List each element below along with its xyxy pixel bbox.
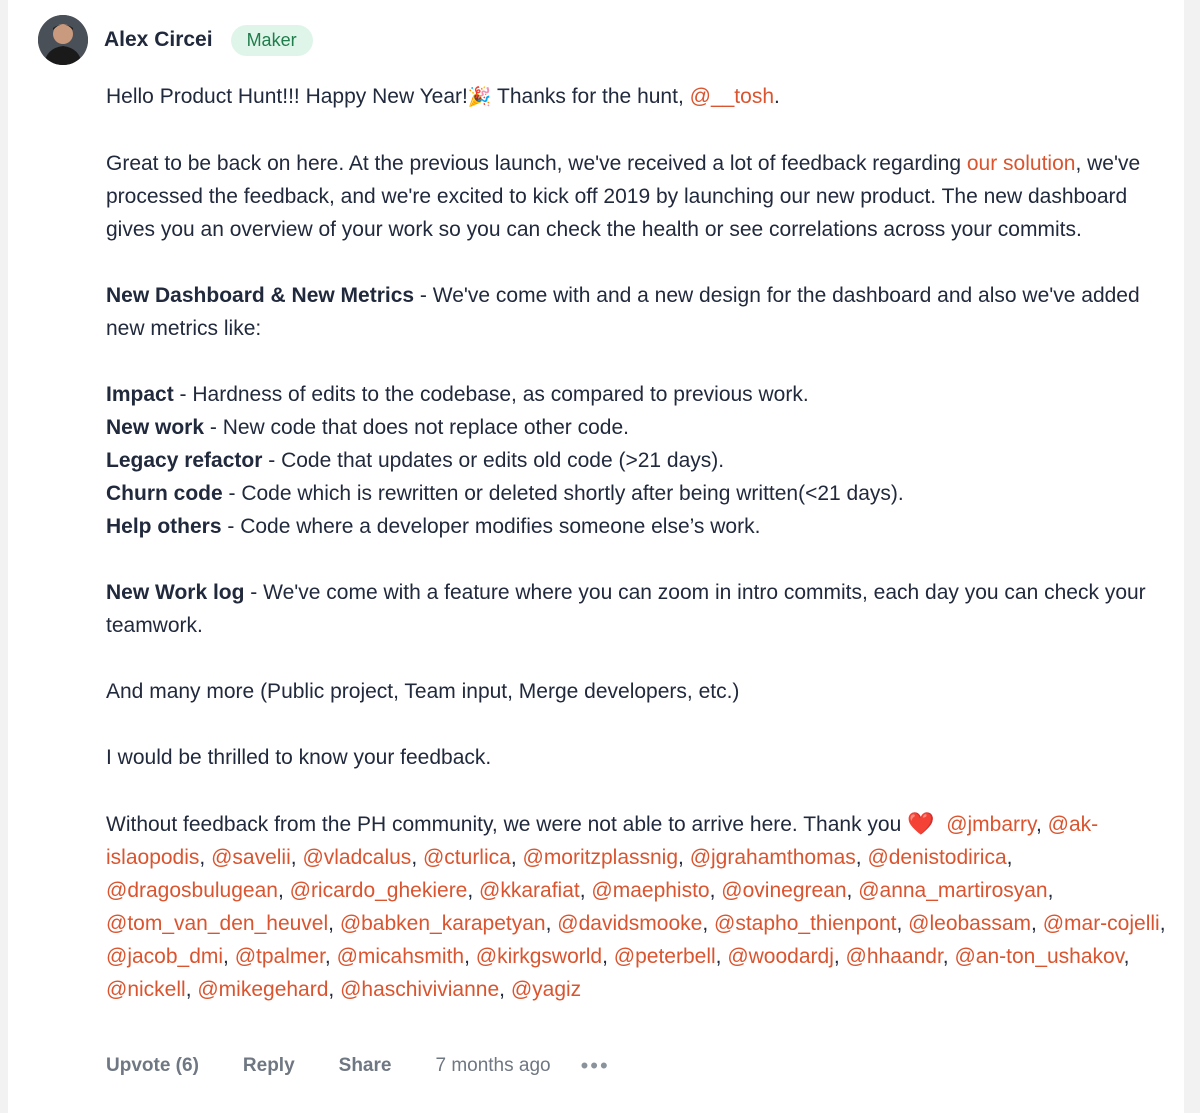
mention-separator: , (223, 945, 235, 968)
party-icon: 🎉 (467, 87, 492, 108)
mention-separator: , (678, 846, 690, 869)
mention-link[interactable]: @cturlica (422, 846, 511, 869)
dashboard-text: - We've come with and a new design for the dashboard and also we've added new metrics like: (106, 284, 1140, 340)
metric-name: Help others (106, 515, 222, 538)
mention-link[interactable]: @jmbarry (946, 813, 1036, 836)
worklog-paragraph (106, 576, 1166, 642)
worklog-heading: New Work log (106, 581, 245, 604)
upvote-button[interactable]: Upvote (6) (106, 1055, 199, 1076)
worklog-text: - We've come with a feature where you can zoom in intro commits, each day you can check your teamwork. (106, 581, 1146, 637)
mention-link[interactable]: @yagiz (510, 978, 582, 1001)
mention-link[interactable]: @anna_martirosyan (858, 879, 1048, 902)
mention-link[interactable]: @haschivivianne (340, 978, 500, 1001)
mention-link[interactable]: @babken_karapetyan (339, 912, 546, 935)
mention-link[interactable]: @leobassam (908, 912, 1032, 935)
mention-separator: , (185, 978, 198, 1001)
mention-separator: , (702, 912, 715, 935)
metric-desc: - Code where a developer modifies someone else’s work. (221, 515, 761, 538)
metric-name: Churn code (106, 482, 223, 505)
metric-name: New work (106, 416, 205, 439)
mention-separator: , (896, 912, 909, 935)
comment-body (106, 80, 1166, 1006)
mention-link[interactable]: @mar-cojelli (1042, 912, 1160, 935)
mention-link[interactable]: @dragosbulugean (106, 879, 278, 902)
metric-desc: - New code that does not replace other code. (204, 416, 629, 439)
mention-link[interactable]: @nickell (106, 978, 186, 1001)
metric-item (106, 378, 1166, 411)
mention-link[interactable]: @kirkgsworld (475, 945, 603, 968)
mention-separator: , (277, 879, 290, 902)
heart-icon: ❤️ (907, 811, 935, 836)
mention-link[interactable]: @jacob_dmi (106, 945, 224, 968)
mention-link[interactable]: @kkarafiat (479, 879, 580, 902)
metric-name: Impact (106, 383, 174, 406)
mention-separator: , (464, 945, 476, 968)
mention-separator: , (833, 945, 846, 968)
mention-separator: , (1035, 813, 1048, 836)
mention-separator: , (510, 846, 523, 869)
dashboard-heading: New Dashboard & New Metrics (106, 284, 415, 307)
comment-card (8, 0, 1184, 1113)
metrics-list (106, 378, 1166, 543)
mention-link[interactable]: @savelii (211, 846, 291, 869)
mention-link[interactable]: @peterbell (613, 945, 716, 968)
metric-desc: - Hardness of edits to the codebase, as compared to previous work. (173, 383, 809, 406)
mention-link[interactable]: @micahsmith (336, 945, 465, 968)
metric-item (106, 510, 1166, 543)
launch-paragraph (106, 147, 1166, 246)
mention-link[interactable]: @woodardj (727, 945, 834, 968)
mention-separator: , (846, 879, 859, 902)
launch-text: Great to be back on here. At the previous launch, we've received a lot of feedback regarding (106, 152, 967, 175)
share-button[interactable]: Share (338, 1055, 392, 1076)
launch-text-end: , we've processed the feedback, and we're excited to kick off 2019 by launching our new product. The new dashboard gives you an overview of your work so you can check the health or see correlations across your commits. (106, 152, 1141, 241)
intro-paragraph (106, 80, 1166, 114)
metric-desc: - Code which is rewritten or deleted shortly after being written(<21 days). (222, 482, 904, 505)
metric-item (106, 411, 1166, 444)
mention-separator: , (467, 879, 480, 902)
mention-link[interactable]: @vladcalus (302, 846, 412, 869)
feedback-paragraph: I would be thrilled to know your feedback. (106, 746, 492, 769)
mention-link[interactable]: @stapho_thienpont (714, 912, 897, 935)
mention-link[interactable]: @hhaandr (845, 945, 943, 968)
mention-separator: , (942, 945, 955, 968)
mention-link[interactable]: @denistodirica (867, 846, 1007, 869)
comment-actions (106, 1050, 610, 1082)
mention-separator: , (1159, 912, 1166, 935)
mention-separator: , (1123, 945, 1130, 968)
thanks-text: Without feedback from the PH community, we were not able to arrive here. Thank you (106, 813, 902, 836)
intro-thanks-text: Thanks for the hunt, (491, 85, 690, 108)
mention-separator: , (499, 978, 511, 1001)
more-paragraph: And many more (Public project, Team input, Merge developers, etc.) (106, 680, 740, 703)
mention-link[interactable]: @maephisto (591, 879, 710, 902)
mention-separator: , (579, 879, 592, 902)
author-name[interactable]: Alex Circei (104, 28, 213, 51)
metric-desc: - Code that updates or edits old code (>21 days). (262, 449, 725, 472)
mention-separator: , (411, 846, 423, 869)
mention-link[interactable]: @mikegehard (197, 978, 329, 1001)
our-solution-link[interactable]: our solution (966, 152, 1076, 175)
avatar[interactable] (38, 15, 88, 65)
mention-link[interactable]: @jgrahamthomas (689, 846, 856, 869)
dashboard-paragraph (106, 279, 1166, 345)
mention-separator: , (715, 945, 728, 968)
maker-badge: Maker (231, 25, 313, 56)
mention-link[interactable]: @ak-islaopodis (106, 813, 1099, 869)
mention-link[interactable]: @tpalmer (234, 945, 325, 968)
thanks-paragraph (106, 807, 1166, 1006)
metric-name: Legacy refactor (106, 449, 263, 472)
mention-link[interactable]: @an-ton_ushakov (954, 945, 1124, 968)
mention-separator: , (328, 912, 340, 935)
mention-separator: , (1047, 879, 1054, 902)
mention-separator: , (199, 846, 212, 869)
mention-separator: , (602, 945, 614, 968)
comment-header (38, 14, 313, 66)
mention-separator: , (1006, 846, 1013, 869)
mention-separator: , (709, 879, 722, 902)
mention-separator: , (545, 912, 558, 935)
mention-link[interactable]: @moritzplassnig (522, 846, 679, 869)
mention-link[interactable]: @__tosh (689, 85, 774, 108)
metric-item (106, 477, 1166, 510)
mention-link[interactable]: @davidsmooke (557, 912, 703, 935)
mention-separator: , (328, 978, 341, 1001)
mention-separator: , (324, 945, 337, 968)
more-options-icon[interactable]: ••• (580, 1053, 610, 1078)
mention-link[interactable]: @ricardo_ghekiere (289, 879, 468, 902)
mention-link[interactable]: @tom_van_den_heuvel (106, 912, 329, 935)
timestamp: 7 months ago (435, 1055, 551, 1076)
mention-separator: , (1031, 912, 1043, 935)
reply-button[interactable]: Reply (242, 1055, 295, 1076)
mention-separator: , (855, 846, 868, 869)
intro-text: Hello Product Hunt!!! Happy New Year! (106, 85, 468, 108)
mention-separator: , (290, 846, 303, 869)
mention-link[interactable]: @ovinegrean (721, 879, 847, 902)
intro-end: . (774, 85, 780, 108)
metric-item (106, 444, 1166, 477)
